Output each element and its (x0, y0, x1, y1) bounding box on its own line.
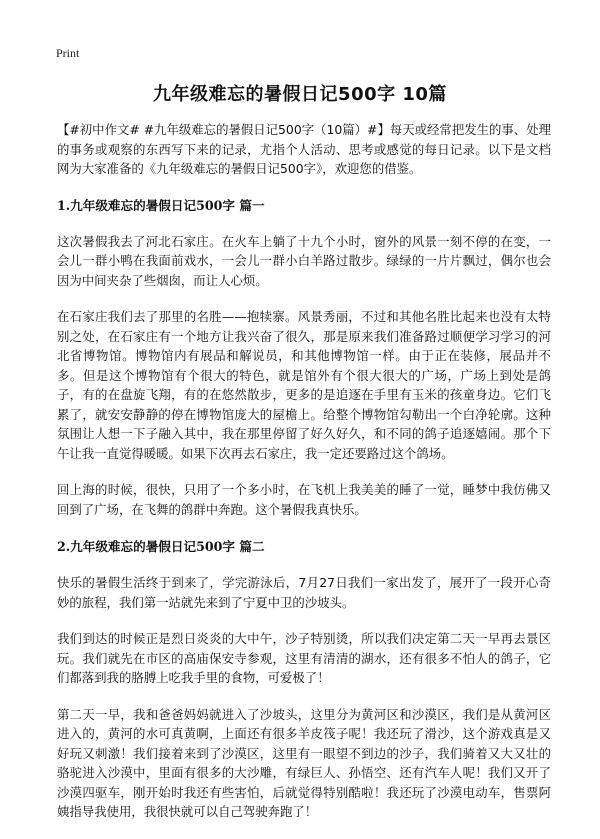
section-1 (57, 195, 551, 520)
section-2 (57, 536, 551, 822)
section-paragraph: 这次暑假我去了河北石家庄。在火车上躺了十九个小时，窗外的风景一刻不停的在变，一会儿一群小鸭在我面前戏水，一会儿一群小白羊路过散步。绿绿的一片片飘过，偶尔也会因为中间夹杂了些烟囱，而让人心烦。 (57, 233, 551, 288)
section-paragraph: 回上海的时候，很快，只用了一个多小时，在飞机上我美美的睡了一觉，睡梦中我仿佛又回到了广场，在飞舞的鸽群中奔跑。这个暑假我真快乐。 (57, 482, 551, 517)
section-paragraph: 第二天一早，我和爸爸妈妈就进入了沙坡头，这里分为黄河区和沙漠区，我们是从黄河区进入的，黄河的水可真黄啊，上面还有很多羊皮筏子呢！我还玩了滑沙，这个游戏真是又好玩又刺激！我们接着来到了沙漠区，这里有一眼望不到边的沙子，我们骑着又大又壮的骆驼进入沙漠中，里面有很多的大沙雕，有绿巨人、孙悟空、还有汽车人呢！我们又开了沙漠四驱车，刚开始时我还有些害怕，后就觉得特别酷啦！我还玩了沙漠电动车，售票阿姨指导我使用，我很快就可以自己驾驶奔跑了！ (57, 706, 551, 819)
document-title: 九年级难忘的暑假日记500字 10篇 (153, 84, 447, 105)
section-heading: 2.九年级难忘的暑假日记500字 篇二 (57, 539, 265, 554)
section-paragraph: 快乐的暑假生活终于到来了，学完游泳后，7月27日我们一家出发了，展开了一段开心奇妙的旅程，我们第一站就先来到了宁夏中卫的沙坡头。 (57, 575, 551, 610)
document-body (57, 120, 551, 839)
print-label: Print (56, 46, 80, 60)
intro-paragraph: 【#初中作文# #九年级难忘的暑假日记500字（10篇）#】每天或经常把发生的事、处理的事务或观察的东西写下来的记录，尤指个人活动、思考或感觉的每日记录。以下是文档网为大家准备的《九年级难忘的暑假日记500字》，欢迎您的借鉴。 (57, 122, 551, 176)
section-paragraph: 在石家庄我们去了那里的名胜——抱犊寨。风景秀丽，不过和其他名胜比起来也没有太特别之处，在石家庄有一个地方让我兴奋了很久，那是原来我们准备路过顺便学习学习的河北省博物馆。博物馆内有展品和解说员，和其他博物馆一样。由于正在装修，展品并不多。但是这个博物馆有个很大的特色，就是馆外有个很大很大的广场，广场上到处是鸽子，有的在盘旋飞翔，有的在悠然散步，更多的是追逐在手里有玉米的孩童身边。它们飞累了，就安安静静的停在博物馆庞大的屋檐上。给整个博物馆勾勒出一个白净轮廓。这种氛围让人想一下子融入其中，我在那里停留了好久好久，和不同的鸽子追逐嬉闹。那个下午让我一直觉得暖暖。如果下次再去石家庄，我一定还要路过这个鸽场。 (57, 309, 551, 461)
section-heading: 1.九年级难忘的暑假日记500字 篇一 (57, 197, 265, 213)
section-paragraph: 我们到达的时候正是烈日炎炎的大中午，沙子特别烫，所以我们决定第二天一早再去景区玩。我们就先在市区的高庙保安寺参观，这里有清清的湖水，还有很多不怕人的鸽子，它们都落到我的胳膊上吃我手里的食物，可爱极了！ (57, 631, 551, 685)
